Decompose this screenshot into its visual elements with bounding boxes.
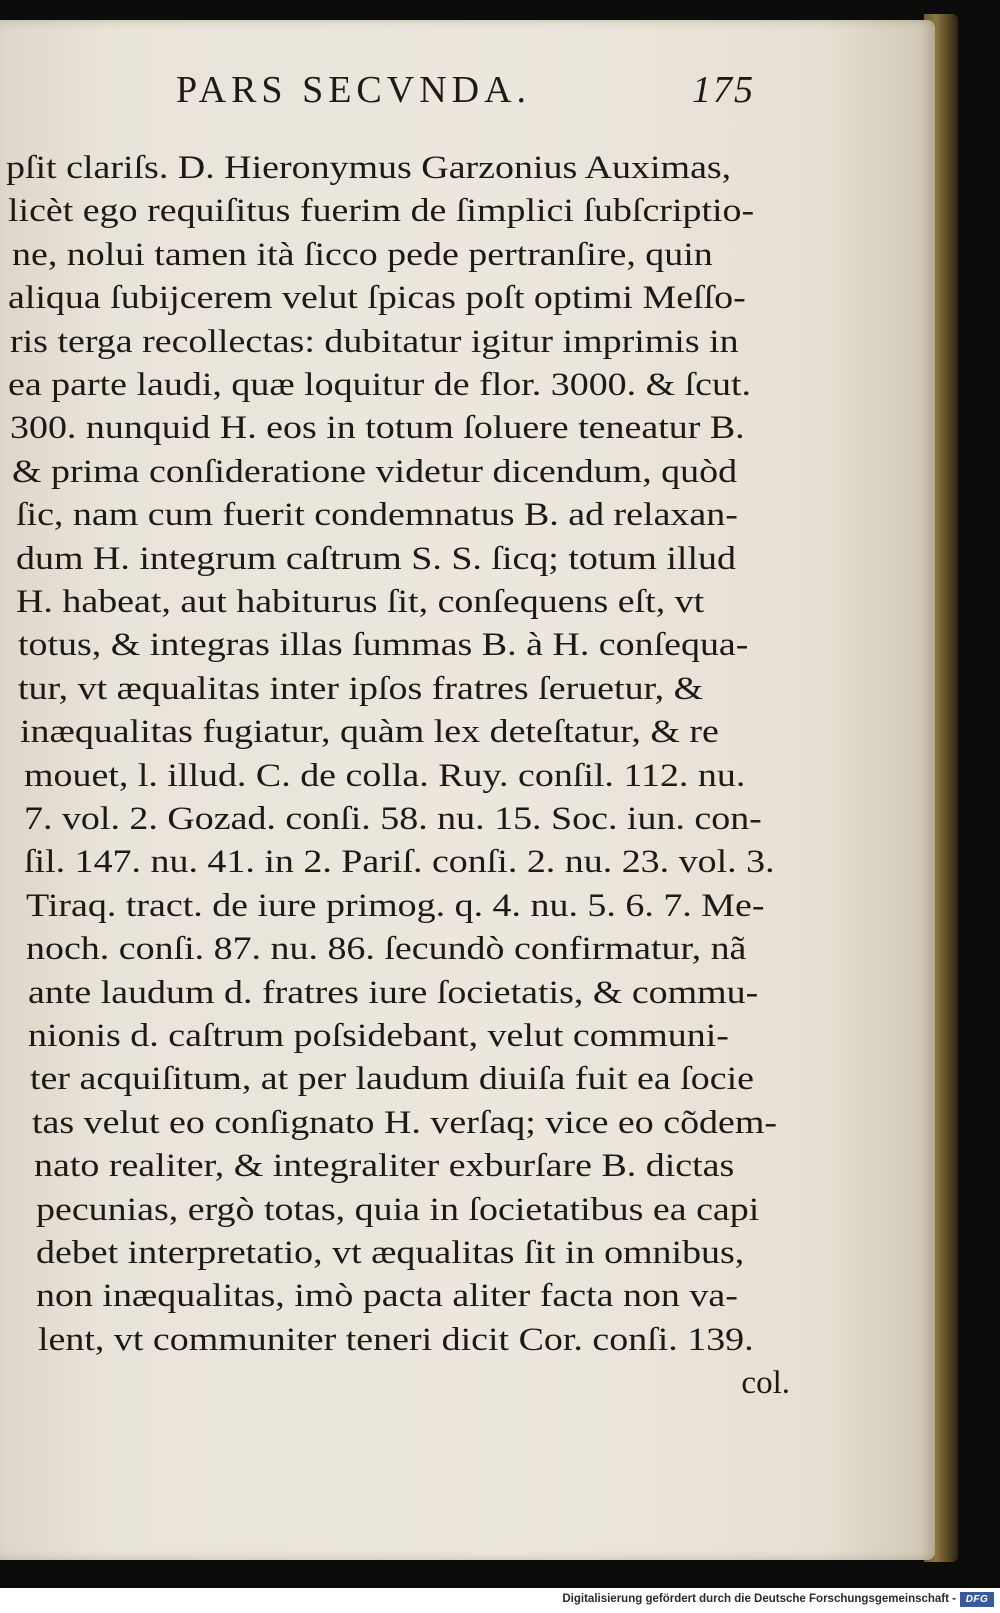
text-line: ris terga recollectas: dubitatur igitur imprimis in [10, 323, 739, 360]
text-line: debet interpretatio, vt æqualitas ſit in omnibus, [36, 1235, 745, 1271]
text-line: ter acquiſitum, at per laudum diuiſa fuit ea ſocie [30, 1061, 754, 1098]
text-line: pſit clariſs. D. Hieronymus Garzonius Auximas, [6, 150, 732, 186]
page-number: 175 [692, 69, 755, 111]
footer-credit: Digitalisierung gefördert durch die Deutsche Forschungsgemeinschaft - [562, 1593, 956, 1605]
text-line: tas velut eo conſignato H. verſaq; vice eo cõdem- [32, 1104, 778, 1141]
text-line: pecunias, ergò totas, quia in ſocietatibus ea capi [36, 1191, 760, 1228]
dfg-logo: DFG [960, 1592, 994, 1607]
text-line: non inæqualitas, imò pacta aliter facta non va- [36, 1278, 738, 1315]
text-line: ante laudum d. fratres iure ſocietatis, & commu- [28, 974, 759, 1011]
text-line: 300. nunquid H. eos in totum ſoluere teneatur B. [10, 410, 745, 447]
text-line: ne, nolui tamen ità ſicco pede pertranſire, quin [12, 236, 713, 273]
text-line: nato realiter, & integraliter exburſare B. dictas [34, 1148, 735, 1185]
text-line: ſic, nam cum fuerit condemnatus B. ad relaxan- [16, 497, 738, 534]
text-line: tur, vt æqualitas inter ipſos fratres ſeruetur, & [18, 670, 704, 707]
text-line: inæqualitas fugiatur, quàm lex deteſtatur, & re [20, 714, 719, 751]
text-line: noch. conſi. 87. nu. 86. ſecundò confirmatur, nã [26, 931, 747, 968]
text-line: licèt ego requiſitus fuerim de ſimplici ſubſcriptio- [8, 193, 755, 230]
text-line: aliqua ſubijcerem velut ſpicas poſt optimi Meſſo- [8, 280, 746, 317]
running-head [0, 68, 935, 118]
text-line: totus, & integras illas ſummas B. à H. conſequa- [18, 627, 749, 664]
text-line: mouet, l. illud. C. de colla. Ruy. conſil. 112. nu. [24, 757, 746, 794]
text-line: Tiraq. tract. de iure primog. q. 4. nu. 5. 6. 7. Me- [26, 887, 765, 924]
text-line: H. habeat, aut habiturus ſit, conſequens eſt, vt [16, 584, 705, 620]
running-head-title: PARS SECVNDA. [176, 69, 532, 111]
text-line: dum H. integrum caſtrum S. S. ſicq; totum illud [16, 540, 736, 577]
catchword: col. [741, 1365, 790, 1402]
book-page [0, 20, 935, 1560]
text-line: ea parte laudi, quæ loquitur de flor. 3000. & ſcut. [8, 367, 752, 403]
digitization-footer [0, 1588, 1000, 1613]
text-line: lent, vt communiter teneri dicit Cor. conſi. 139. [38, 1321, 754, 1358]
text-line: 7. vol. 2. Gozad. conſi. 58. nu. 15. Soc. iun. con- [24, 801, 762, 837]
text-line: & prima conſideratione videtur dicendum, quòd [12, 453, 738, 490]
text-line: nionis d. caſtrum poſsidebant, velut communi- [28, 1018, 729, 1054]
text-line: ſil. 147. nu. 41. in 2. Pariſ. conſi. 2. nu. 23. vol. 3. [24, 844, 775, 881]
